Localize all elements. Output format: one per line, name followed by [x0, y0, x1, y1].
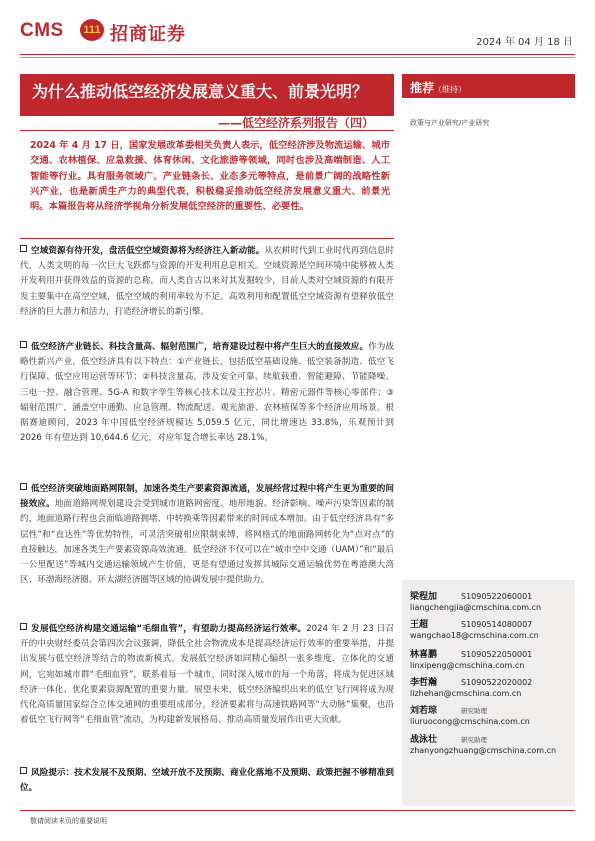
bullet-text: 从农耕时代到工业时代再到信息时代，人类文明的每一次巨大飞跃都与资源的开发利用息息相关。空域资源是空间环境中能够被人类开发利用并获得效益的资源的总称，而人类自古以来对其发掘较少，目前人类对空域资源的有限开发主要集中在高空空域，低空空域的利用率较为不足。高效利用和配置低空空域资源有望释放低空经济的巨大潜力和活力，打造经济增长的新引擎。 [20, 246, 394, 317]
analyst-2 [410, 612, 539, 640]
rating-qualifier: （维持） [434, 85, 467, 94]
bullet-text: 地面道路网规划建设会受到城市道路网密度、地形地貌、经济影响、噪声污染等因素的制约，地面道路行程也会面临道路拥堵、中转换乘等因素带来的时间成本增加。由于低空经济具有“多层性”和“直达性”等优势特性，可灵活突破相应限制束缚，将网格式的地面路网转化为“点对点”的直接触达，加速各类生产要素资源高效流通。低空经济不仅可以在“城市空中交通（UAM）”和“最后一公里配送”等城内交通运输领域产生价值，更是有望通过发挥其城际交通运输优势在粤港澳大湾区、环渤海经济圈、环太湖经济圈等区域的协调发展中提供助力。 [20, 499, 394, 586]
report-title: 为什么推动低空经济发展意义重大、前景光明？ [32, 82, 369, 101]
analyst-role: 研究助理 [461, 736, 488, 744]
analyst-3 [410, 642, 532, 670]
report-subtitle: ——低空经济系列报告（四） [218, 116, 375, 130]
analyst-name: 王超 [410, 620, 429, 630]
bullet-paragraph-2 [20, 340, 394, 446]
analyst-1 [410, 584, 541, 612]
bullet-square-icon [20, 767, 27, 774]
logo-emblem-icon: 111 [80, 19, 104, 41]
bullet-lead: 空域资源有待开发，盘活低空空域资源将为经济注入新动能。 [31, 246, 265, 256]
abstract-divider [20, 238, 394, 239]
report-category: 政策与产业研究/产业研究 [410, 119, 490, 127]
bullet-paragraph-1 [20, 244, 394, 320]
analyst-name: 刘若琮 [410, 706, 438, 716]
bullet-text: 2024 年 2 月 23 日召开的中央财经委员会第四次会议强调，降低全社会物流成本是提高经济运行效率的重要举措，并提出发展与低空经济等结合的物流新模式。发展低空经济如同精心编织一张多维度、立体化的交通网，它宛如城市群“毛细血管”，联系着每一个城市，同时深入城市的每一个角落，将成为促进区域经济一体化、优化要素资源配置的重要力量。展望未来，低空经济编织出来的低空飞行网将成为现代化高质量国家综合立体交通网的重要组成部分，经济要素将与高速铁路网等“大动脉”集聚，也沿着低空飞行网等“毛细血管”流动，为构建新发展格局、推动高质量发展作出更大贡献。 [20, 624, 394, 726]
analyst-4 [410, 670, 532, 698]
footer-divider [20, 810, 575, 811]
logo-cms-text: CMS [20, 20, 64, 41]
analyst-email: liuruocong@cmschina.com.cn [410, 717, 530, 726]
analyst-name: 梁程加 [410, 592, 438, 602]
bullet-paragraph-3 [20, 482, 394, 588]
bullet-lead: 风险提示：技术发展不及预期、空域开放不及预期、商业化落地不及预期、政策把握不够精准到位。 [20, 768, 394, 794]
abstract-paragraph: 2024 年 4 月 17 日，国家发展改革委相关负责人表示，低空经济涉及物流运输、城市交通、农林植保、应急救援、体育休闲、文化旅游等领域，同时也涉及高端制造、人工智能等行业。具有服务领域广、产业链条长、业态多元等特点，是前景广阔的战略性新兴产业，也是新质生产力的典型代表，积极稳妥推动低空经济发展意义重大、前景光明。本篇报告将从经济学视角分析发展低空经济的重要性、必要性。 [30, 140, 390, 213]
bullet-lead: 发展低空经济构建交通运输“毛细血管”，有望助力提高经济运行效率。 [31, 624, 307, 634]
analyst-name: 李哲瀚 [410, 678, 438, 688]
rating-value: 推荐 [410, 81, 435, 95]
bullet-lead: 低空经济突破地面路网限制，加速各类生产要素资源流通，发展经营过程中将产生更为重要的间接效应。 [20, 484, 394, 510]
analyst-role: 研究助理 [461, 707, 488, 715]
header-divider [20, 54, 575, 55]
rating-label [410, 79, 466, 96]
title-divider [20, 130, 394, 131]
analyst-id: S1090514080007 [461, 620, 533, 629]
bullet-square-icon [20, 483, 27, 490]
analyst-5 [410, 698, 530, 726]
analyst-id: S1090522050001 [461, 650, 533, 659]
bullet-lead: 低空经济产业链长、科技含量高、辐射范围广，培育建设过程中将产生巨大的直接效应。 [31, 342, 369, 352]
analyst-email: zhanyongzhuang@cmschina.com.cn [410, 746, 557, 755]
header-divider-thin [20, 57, 575, 58]
logo-chinese-text: 招商证券 [110, 24, 186, 45]
bullet-square-icon [20, 245, 27, 252]
analyst-email: wangchao18@cmschina.com.cn [410, 631, 539, 640]
analyst-name: 战泳壮 [410, 735, 438, 745]
analyst-email: lizhehan@cmschina.com.cn [410, 689, 522, 698]
report-date: 2024 年 04 月 18 日 [476, 37, 573, 48]
bullet-square-icon [20, 623, 27, 630]
bullet-paragraph-5 [20, 766, 394, 796]
analyst-email: liangchengjia@cmschina.com.cn [410, 603, 542, 612]
analyst-id: S1090522060001 [461, 592, 533, 601]
analyst-name: 林喜鹏 [410, 650, 438, 660]
bullet-text: 作为战略性新兴产业，低空经济具有以下特点：①产业链长，包括低空基础设施、低空装备制造、低空飞行保障、低空应用运营等环节；②科技含量高，涉及安全可靠、续航载重、智能避障、节能降噪、三电一控、融合管理、5G-A 和数字孪生等核心技术以及主控芯片、精密元器件等核心零部件；③辐射范围广，涵盖空中通勤、应急管理、物流配送、观光旅游、农林植保等多个经济应用场景。根据赛迪顾问，2023 年中国低空经济规模达 5,059.5 亿元，同比增速达 33.8%，乐观预计到 2026 年有望达到 10,644.6 亿元，对应年复合增长率达 28.1%。 [20, 342, 394, 444]
analyst-id: S1090522020002 [461, 678, 533, 687]
analyst-6 [410, 727, 575, 755]
bullet-square-icon [20, 341, 27, 348]
footer-note: 敬请阅读末页的重要说明 [30, 817, 107, 825]
analyst-email: linxipeng@cmschina.com.cn [410, 661, 525, 670]
bullet-paragraph-4 [20, 622, 394, 728]
